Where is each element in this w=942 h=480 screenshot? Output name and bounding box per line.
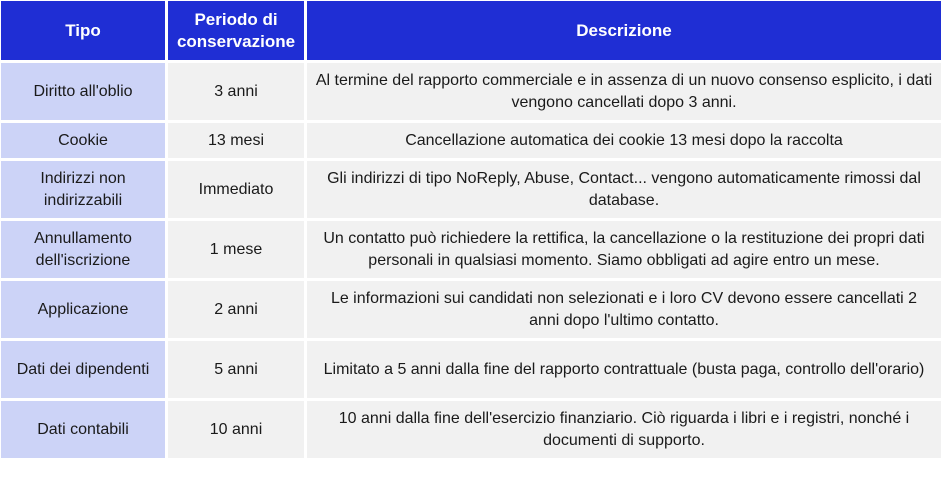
cell-descrizione: Limitato a 5 anni dalla fine del rapporto contrattuale (busta paga, controllo dell'orario) [307, 341, 941, 398]
table-row [1, 341, 941, 398]
cell-descrizione: Gli indirizzi di tipo NoReply, Abuse, Contact... vengono automaticamente rimossi dal database. [307, 161, 941, 218]
cell-periodo: 1 mese [168, 221, 304, 278]
cell-periodo: 5 anni [168, 341, 304, 398]
cell-tipo: Dati dei dipendenti [1, 341, 165, 398]
cell-descrizione: Un contatto può richiedere la rettifica, la cancellazione o la restituzione dei propri dati personali in qualsiasi momento. Siamo obbligati ad agire entro un mese. [307, 221, 941, 278]
cell-tipo: Annullamento dell'iscrizione [1, 221, 165, 278]
table-row [1, 161, 941, 218]
table-row [1, 221, 941, 278]
table-row [1, 123, 941, 158]
cell-periodo: 2 anni [168, 281, 304, 338]
cell-descrizione: Le informazioni sui candidati non selezionati e i loro CV devono essere cancellati 2 anni dopo l'ultimo contatto. [307, 281, 941, 338]
header-periodo: Periodo di conservazione [168, 1, 304, 60]
cell-tipo: Dati contabili [1, 401, 165, 458]
cell-descrizione: Cancellazione automatica dei cookie 13 mesi dopo la raccolta [307, 123, 941, 158]
cell-periodo: Immediato [168, 161, 304, 218]
table-row [1, 281, 941, 338]
header-tipo: Tipo [1, 1, 165, 60]
table-row [1, 401, 941, 458]
cell-tipo: Applicazione [1, 281, 165, 338]
cell-periodo: 13 mesi [168, 123, 304, 158]
table-header-row [1, 1, 941, 60]
cell-periodo: 3 anni [168, 63, 304, 120]
cell-descrizione: 10 anni dalla fine dell'esercizio finanziario. Ciò riguarda i libri e i registri, nonché i documenti di supporto. [307, 401, 941, 458]
table-row [1, 63, 941, 120]
cell-tipo: Cookie [1, 123, 165, 158]
cell-descrizione: Al termine del rapporto commerciale e in assenza di un nuovo consenso esplicito, i dati vengono cancellati dopo 3 anni. [307, 63, 941, 120]
cell-tipo: Indirizzi non indirizzabili [1, 161, 165, 218]
cell-tipo: Diritto all'oblio [1, 63, 165, 120]
header-descrizione: Descrizione [307, 1, 941, 60]
cell-periodo: 10 anni [168, 401, 304, 458]
